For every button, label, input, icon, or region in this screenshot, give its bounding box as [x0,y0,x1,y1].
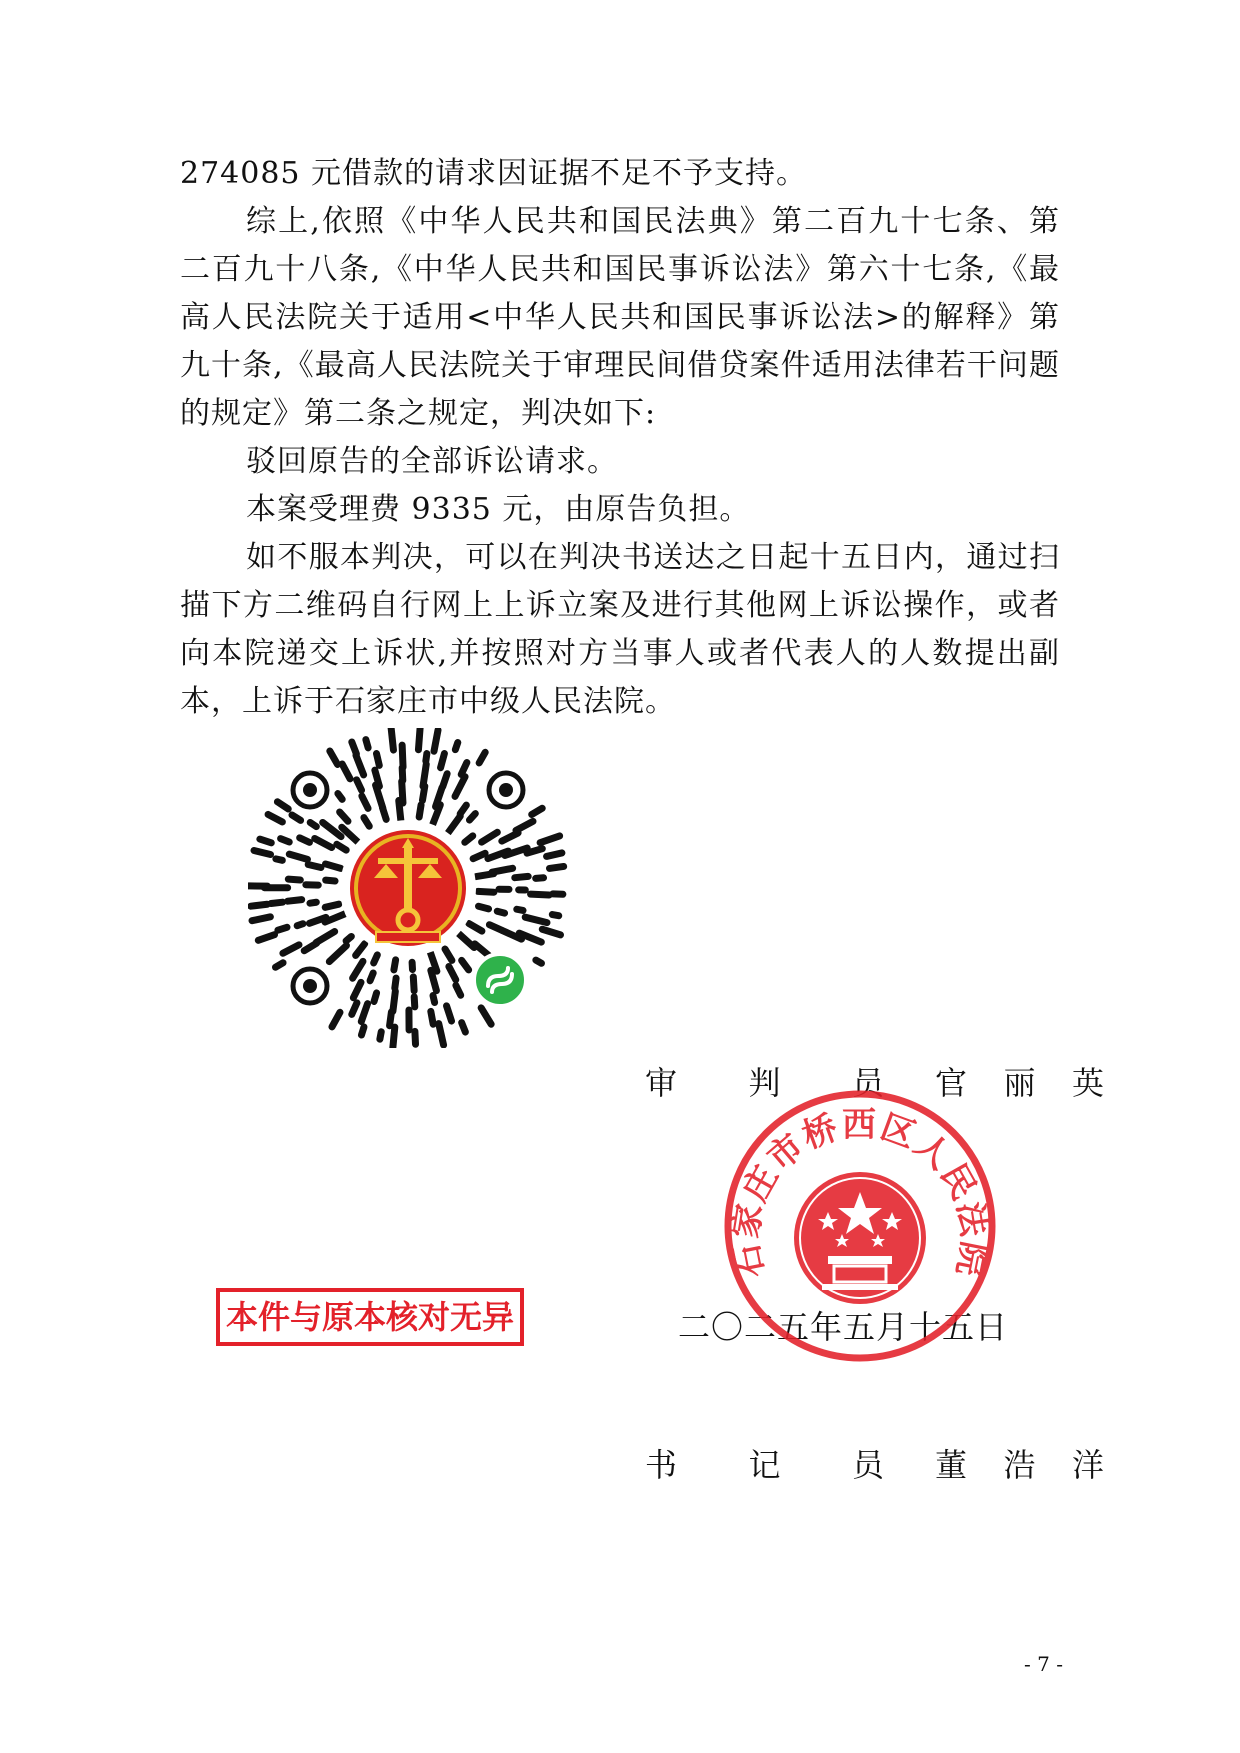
qr-ray [458,933,474,948]
qr-ray [415,1031,416,1044]
court-seal-icon [722,1088,998,1364]
paragraph-verdict: 驳回原告的全部诉讼请求。 [246,444,618,479]
qr-ray [332,1012,340,1027]
qr-ray [469,814,475,821]
clerk-role-char: 记 [748,1446,782,1484]
qr-ray [258,935,274,941]
qr-ray [462,960,469,970]
qr-ray [449,967,456,980]
clerk-name-char: 洋 [1071,1446,1105,1484]
qr-ray [469,923,482,931]
qr-ray [260,839,271,843]
qr-ray [460,805,466,814]
qr-ray [441,753,445,767]
qr-ray [308,865,321,868]
qr-ray [251,904,267,906]
qr-ray [346,936,351,940]
qr-ray [278,927,287,930]
qr-ray [478,891,494,892]
qr-ray [310,902,316,903]
court-emblem-icon [340,820,476,956]
qr-ray [465,836,473,842]
qr-ray [540,836,560,843]
judge-role-char: 判 [748,1064,782,1102]
qr-ray [445,949,452,960]
page-number: - 7 - [1024,1652,1063,1676]
court-seal-text: 石家庄市桥西区人民法院 [725,1104,995,1282]
qr-ray [547,853,562,856]
qr-ray [338,794,342,800]
qr-ray [297,924,303,926]
qr-ray [254,850,270,854]
qr-ray [517,909,523,910]
qr-ray [315,839,332,848]
paragraph-loan-claim: 274085 元借款的请求因证据不足不予支持。 [180,156,808,191]
qr-ray [390,1012,392,1026]
qr-ray [356,944,365,956]
qr-ray [475,944,489,955]
qr-ray [394,960,396,970]
qr-ray [418,728,420,750]
qr-ray [481,1008,491,1024]
judgment-date: 二〇二五年五月十五日 [678,1308,1009,1346]
qr-ray [447,816,460,834]
qr-ray [362,796,368,808]
qr-ray [431,1011,433,1024]
qr-ray [423,764,426,786]
qr-ray [361,1027,364,1035]
qr-ray [323,822,341,836]
qr-ray [447,1006,452,1021]
qr-ray [276,859,282,860]
qr-ray [536,878,544,879]
qr-ray [527,849,542,853]
qr-ray [532,808,543,814]
qr-ray [352,1003,357,1015]
clerk-signature [645,1440,1115,1484]
qr-ray [502,833,518,841]
qr-ray [461,762,467,774]
qr-ray [364,818,369,827]
qr-ray [478,906,488,909]
qr-ray [531,894,550,895]
qr-ray [353,982,361,997]
qr-ray [549,866,563,868]
qr-ray [376,754,379,766]
clerk-role-char: 书 [645,1446,679,1484]
qr-ray [375,770,380,786]
qr-ray [482,832,498,842]
qr-ray [300,838,310,843]
qr-ray [525,917,547,922]
qr-ray [393,1027,395,1047]
judge-role-char: 员 [851,1064,885,1102]
qr-ray [455,777,465,797]
qr-ray [304,943,317,951]
qr-ray [268,814,282,822]
qr-ray [292,815,301,820]
qr-ray [456,985,461,995]
qr-ray [536,960,542,963]
qr-ray [281,839,290,842]
qr-ray [479,752,485,763]
clerk-role-char: 员 [851,1446,885,1484]
qr-ray [419,805,421,817]
qr-ray [515,876,528,877]
qr-ray [443,774,447,787]
clerk-name-char: 浩 [1003,1446,1037,1484]
qr-ray [395,978,396,988]
qr-ray [380,1032,381,1039]
qr-ray [340,812,348,821]
judge-name-char: 英 [1071,1064,1105,1102]
qr-ray [374,993,377,1002]
qr-ray [455,743,457,750]
qr-ray [393,991,395,1011]
qr-ray [497,911,504,913]
qr-ray [288,879,300,880]
qr-ray [413,977,414,991]
judge-name-char: 官 [935,1064,969,1102]
clerk-name-char: 董 [935,1446,969,1484]
qr-ray [271,902,283,903]
qr-ray [516,821,533,830]
qr-ray [353,961,363,978]
qr-ray [414,997,415,1007]
clerk-role [645,1440,885,1486]
qr-ray [439,1024,444,1045]
paragraph-legal-basis: 综上,依照《中华人民共和国民法典》第二百九十七条、第二百九十八条,《中华人民共和国民事诉讼法》第六十七条,《最高人民法院关于适用<中华人民共和国民事诉讼法>的解释》第九十条,《最高人民法院关于审理民间借贷案件适用法律若干问题的规定》第二条之规定，判决如下: [180,204,1060,431]
mini-program-badge-icon [474,954,526,1006]
qr-ray [325,904,339,907]
qr-ray [374,955,378,963]
judge-name-char: 丽 [1003,1064,1037,1102]
qr-ray [337,844,346,850]
qr-ray [426,754,427,761]
qr-ray [283,945,299,953]
qr-ray [325,864,340,868]
qr-ray [473,853,485,858]
qr-ray [330,751,338,764]
qr-ray [329,946,346,962]
qr-ray [542,929,560,935]
verification-stamp: 本件与原本核对无异 [216,1288,524,1346]
judgment-body [180,150,1060,726]
qr-ray [370,973,373,981]
qr-ray [366,740,368,748]
qr-ray [552,915,558,916]
qr-ray [289,854,307,859]
qr-ray [275,963,283,968]
qr-ray [361,1004,367,1022]
qr-ray [402,745,403,767]
mini-program-qr-code-icon[interactable] [248,728,568,1048]
qr-ray [391,728,393,750]
qr-ray [310,822,316,826]
paragraph-appeal: 如不服本判决，可以在判决书送达之日起十五日内，通过扫描下方二维码自行网上上诉立案及进行其他网上诉讼操作，或者向本院递交上诉状,并按照对方当事人或者代表人的人数提出副本，上诉于石家庄市中级人民法院。 [180,540,1060,719]
qr-ray [342,764,350,779]
qr-ray [342,827,359,843]
qr-ray [326,880,335,881]
qr-ray [434,730,438,751]
qr-ray [352,742,357,754]
qr-ray [433,996,435,1003]
national-emblem-icon [794,1172,926,1304]
paragraph-fee: 本案受理费 9335 元，由原告负担。 [246,492,751,527]
clerk-name [935,1440,1105,1486]
qr-ray [356,755,364,774]
qr-ray [402,781,403,803]
qr-ray [357,780,362,790]
qr-ray [277,802,288,809]
qr-ray [492,868,513,872]
qr-ray [288,900,302,902]
qr-ray [252,917,270,921]
judge-role-char: 审 [645,1064,679,1102]
qr-ray [462,1023,466,1032]
